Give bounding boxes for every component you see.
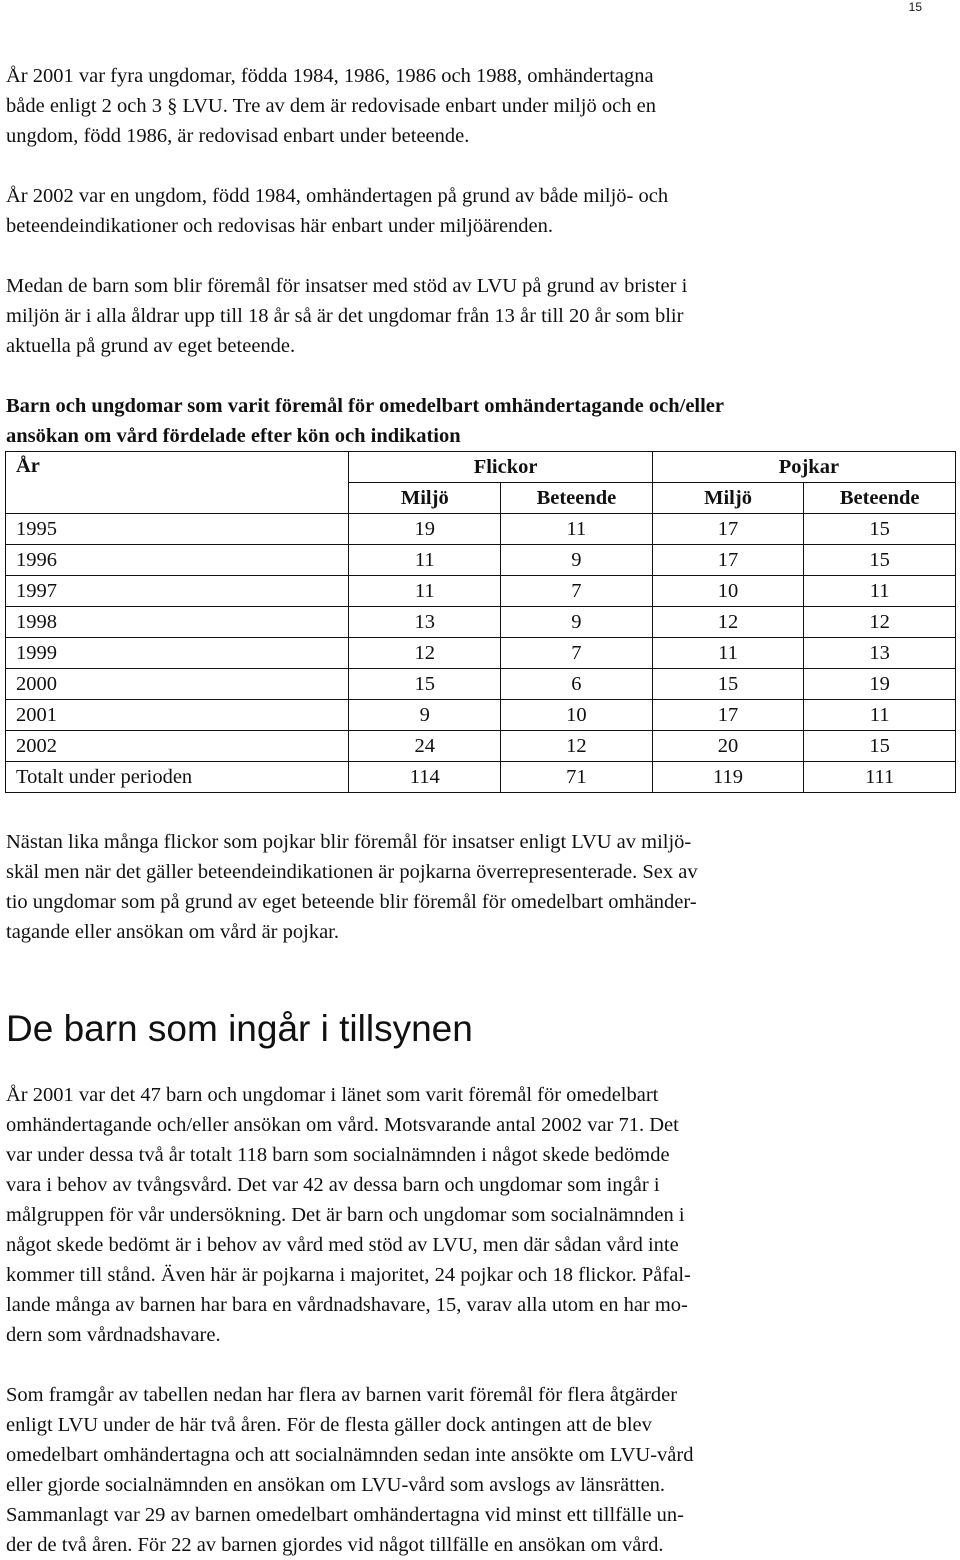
header-pojkar: Pojkar bbox=[652, 452, 955, 483]
table-title-line: Barn och ungdomar som varit föremål för omedelbart omhändertagande och/eller bbox=[6, 395, 725, 417]
subheader-flickor-beteende: Beteende bbox=[501, 483, 653, 514]
text-line: beteendeindikationer och redovisas här enbart under miljöärenden. bbox=[6, 215, 554, 237]
cell-value: 11 bbox=[349, 545, 501, 576]
cell-value: 9 bbox=[501, 545, 653, 576]
paragraph-after-table bbox=[6, 827, 906, 947]
table-row bbox=[6, 514, 956, 545]
cell-value: 15 bbox=[804, 545, 956, 576]
row-year: 1999 bbox=[6, 638, 349, 669]
cell-value: 6 bbox=[501, 669, 653, 700]
row-year: 1995 bbox=[6, 514, 349, 545]
cell-value: 9 bbox=[501, 607, 653, 638]
table-total-row bbox=[6, 762, 956, 793]
cell-value: 19 bbox=[349, 514, 501, 545]
paragraph-2002 bbox=[6, 181, 906, 241]
subheader-flickor-miljo: Miljö bbox=[349, 483, 501, 514]
text-line: omhändertagande och/eller ansökan om vård. Motsvarande antal 2002 var 71. Det bbox=[6, 1114, 679, 1136]
row-year: Totalt under perioden bbox=[6, 762, 349, 793]
text-line: Medan de barn som blir föremål för insatser med stöd av LVU på grund av brister i bbox=[6, 275, 688, 297]
cell-value: 17 bbox=[652, 545, 804, 576]
cell-value: 12 bbox=[501, 731, 653, 762]
row-year: 2002 bbox=[6, 731, 349, 762]
cell-value: 12 bbox=[652, 607, 804, 638]
cell-value: 17 bbox=[652, 700, 804, 731]
text-line: der de två åren. För 22 av barnen gjordes vid något tillfälle en ansökan om vård. bbox=[6, 1534, 664, 1556]
cell-value: 12 bbox=[804, 607, 956, 638]
text-line: enligt LVU under de här två åren. För de flesta gäller dock antingen att de blev bbox=[6, 1414, 652, 1436]
row-year: 1998 bbox=[6, 607, 349, 638]
cell-value: 119 bbox=[652, 762, 804, 793]
text-line: tio ungdomar som på grund av eget beteende blir föremål för omedelbart omhänder- bbox=[6, 891, 697, 913]
cell-value: 13 bbox=[804, 638, 956, 669]
cell-value: 20 bbox=[652, 731, 804, 762]
text-line: lande många av barnen har bara en vårdnadshavare, 15, varav alla utom en har mo- bbox=[6, 1294, 688, 1316]
table-header-row bbox=[6, 452, 956, 483]
subheader-pojkar-beteende: Beteende bbox=[804, 483, 956, 514]
table-row bbox=[6, 731, 956, 762]
paragraph-age bbox=[6, 271, 906, 361]
text-line: Sammanlagt var 29 av barnen omedelbart omhändertagna vid minst ett tillfälle un- bbox=[6, 1504, 685, 1526]
table-row bbox=[6, 576, 956, 607]
text-line: År 2002 var en ungdom, född 1984, omhändertagen på grund av både miljö- och bbox=[6, 185, 669, 207]
text-line: tagande eller ansökan om vård är pojkar. bbox=[6, 921, 339, 943]
row-year: 2001 bbox=[6, 700, 349, 731]
cell-value: 11 bbox=[804, 576, 956, 607]
table-row bbox=[6, 638, 956, 669]
text-line: vara i behov av tvångsvård. Det var 42 av dessa barn och ungdomar som ingår i bbox=[6, 1174, 660, 1196]
statistics-table bbox=[5, 451, 956, 793]
table-title bbox=[6, 391, 906, 451]
text-line: eller gjorde socialnämnden en ansökan om LVU-vård som avslogs av länsrätten. bbox=[6, 1474, 666, 1496]
header-year: År bbox=[6, 452, 349, 514]
cell-value: 15 bbox=[349, 669, 501, 700]
table-title-line: ansökan om vård fördelade efter kön och indikation bbox=[6, 425, 461, 447]
table-row bbox=[6, 607, 956, 638]
text-line: skäl men när det gäller beteendeindikationen är pojkarna överrepresenterade. Sex av bbox=[6, 861, 698, 883]
cell-value: 10 bbox=[652, 576, 804, 607]
text-line: var under dessa två år totalt 118 barn som socialnämnden i något skede bedömde bbox=[6, 1144, 670, 1166]
cell-value: 19 bbox=[804, 669, 956, 700]
cell-value: 71 bbox=[501, 762, 653, 793]
table-row bbox=[6, 700, 956, 731]
text-line: omedelbart omhändertagna och att socialnämnden sedan inte ansökte om LVU-vård bbox=[6, 1444, 694, 1466]
cell-value: 12 bbox=[349, 638, 501, 669]
cell-value: 11 bbox=[501, 514, 653, 545]
cell-value: 15 bbox=[652, 669, 804, 700]
subheader-pojkar-miljo: Miljö bbox=[652, 483, 804, 514]
cell-value: 24 bbox=[349, 731, 501, 762]
cell-value: 11 bbox=[652, 638, 804, 669]
text-line: ungdom, född 1986, är redovisad enbart under beteende. bbox=[6, 125, 470, 147]
cell-value: 7 bbox=[501, 638, 653, 669]
row-year: 1997 bbox=[6, 576, 349, 607]
cell-value: 13 bbox=[349, 607, 501, 638]
table-row bbox=[6, 669, 956, 700]
cell-value: 15 bbox=[804, 514, 956, 545]
text-line: aktuella på grund av eget beteende. bbox=[6, 335, 296, 357]
table-row bbox=[6, 545, 956, 576]
text-line: miljön är i alla åldrar upp till 18 år så är det ungdomar från 13 år till 20 år som blir bbox=[6, 305, 684, 327]
paragraph-section-1 bbox=[6, 1080, 906, 1350]
cell-value: 10 bbox=[501, 700, 653, 731]
cell-value: 111 bbox=[804, 762, 956, 793]
cell-value: 11 bbox=[804, 700, 956, 731]
cell-value: 11 bbox=[349, 576, 501, 607]
cell-value: 15 bbox=[804, 731, 956, 762]
text-line: dern som vårdnadshavare. bbox=[6, 1324, 221, 1346]
cell-value: 114 bbox=[349, 762, 501, 793]
cell-value: 9 bbox=[349, 700, 501, 731]
section-heading: De barn som ingår i tillsynen bbox=[6, 1008, 473, 1049]
paragraph-2001 bbox=[6, 61, 906, 151]
cell-value: 17 bbox=[652, 514, 804, 545]
text-line: kommer till stånd. Även här är pojkarna i majoritet, 24 pojkar och 18 flickor. Påfal- bbox=[6, 1264, 691, 1286]
row-year: 2000 bbox=[6, 669, 349, 700]
paragraph-section-2 bbox=[6, 1380, 906, 1560]
cell-value: 7 bbox=[501, 576, 653, 607]
text-line: År 2001 var det 47 barn och ungdomar i länet som varit föremål för omedelbart bbox=[6, 1084, 659, 1106]
text-line: År 2001 var fyra ungdomar, födda 1984, 1986, 1986 och 1988, omhändertagna bbox=[6, 65, 654, 87]
page-number: 15 bbox=[908, 0, 922, 14]
text-line: något skede bedömt är i behov av vård med stöd av LVU, men där sådan vård inte bbox=[6, 1234, 679, 1256]
text-line: Nästan lika många flickor som pojkar blir föremål för insatser enligt LVU av miljö- bbox=[6, 831, 692, 853]
document-body bbox=[6, 61, 920, 1560]
text-line: både enligt 2 och 3 § LVU. Tre av dem är redovisade enbart under miljö och en bbox=[6, 95, 656, 117]
text-line: Som framgår av tabellen nedan har flera av barnen varit föremål för flera åtgärder bbox=[6, 1384, 678, 1406]
row-year: 1996 bbox=[6, 545, 349, 576]
header-flickor: Flickor bbox=[349, 452, 652, 483]
text-line: målgruppen för vår undersökning. Det är barn och ungdomar som socialnämnden i bbox=[6, 1204, 685, 1226]
